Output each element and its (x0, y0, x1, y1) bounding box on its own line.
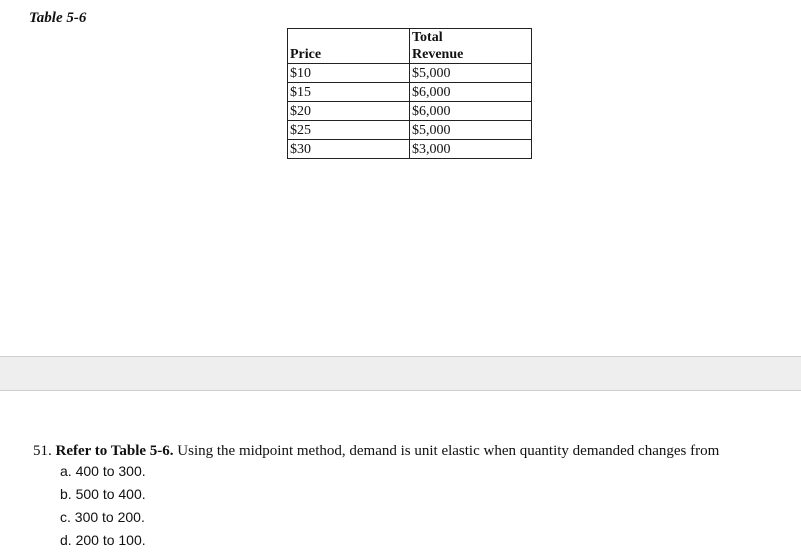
answer-options (60, 462, 146, 554)
question-stem (33, 442, 793, 460)
header-total-revenue (410, 29, 532, 64)
price-revenue-table (287, 28, 532, 159)
price-cell: $20 (288, 102, 410, 121)
price-cell: $25 (288, 121, 410, 140)
price-cell: $15 (288, 83, 410, 102)
header-total-revenue-line1: Total (412, 30, 443, 45)
question-number: 51. (33, 443, 52, 459)
question-text: Using the midpoint method, demand is unit elastic when quantity demanded changes from (177, 443, 720, 459)
header-total-revenue-line2: Revenue (412, 47, 464, 62)
answer-option-a[interactable]: a. 400 to 300. (60, 463, 146, 479)
answer-option-b[interactable]: b. 500 to 400. (60, 486, 146, 502)
revenue-cell: $5,000 (410, 64, 532, 83)
table-header-row (288, 29, 532, 64)
table-title: Table 5-6 (29, 10, 87, 26)
revenue-cell: $6,000 (410, 83, 532, 102)
revenue-cell: $3,000 (410, 140, 532, 159)
revenue-cell: $5,000 (410, 121, 532, 140)
header-price: Price (288, 29, 410, 64)
table-row (288, 102, 532, 121)
table-row (288, 140, 532, 159)
price-cell: $10 (288, 64, 410, 83)
table-row (288, 83, 532, 102)
question-reference: Refer to Table 5-6. (55, 443, 174, 459)
answer-option-d[interactable]: d. 200 to 100. (60, 532, 146, 548)
price-cell: $30 (288, 140, 410, 159)
section-divider (0, 356, 801, 391)
revenue-cell: $6,000 (410, 102, 532, 121)
answer-option-c[interactable]: c. 300 to 200. (60, 509, 145, 525)
table-row (288, 64, 532, 83)
table-row (288, 121, 532, 140)
